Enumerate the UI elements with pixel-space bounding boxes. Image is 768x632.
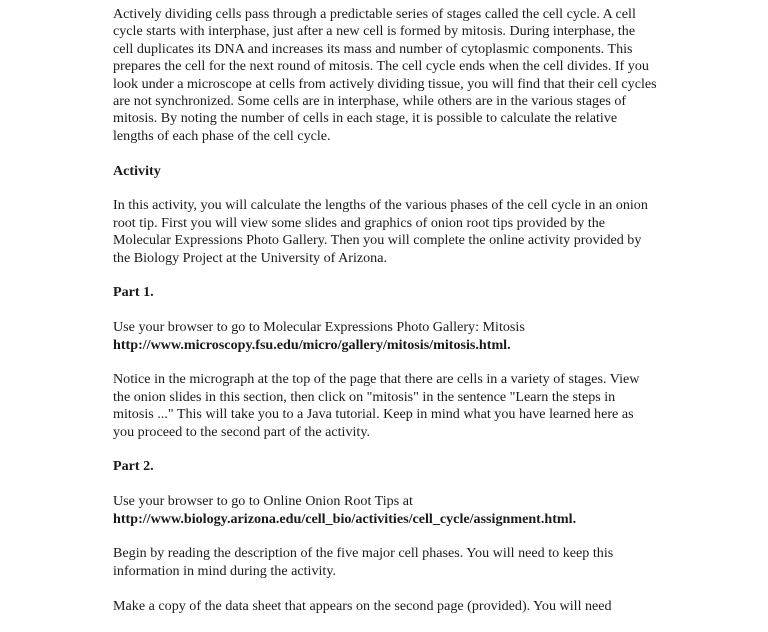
part2-instruction-block bbox=[113, 493, 658, 528]
part1-notice-paragraph: Notice in the micrograph at the top of the page that there are cells in a variety of stages. View the onion slides in this section, then click on "mitosis" in the sentence "Learn the steps in mitosis ..." This will take you to a Java tutorial. Keep in mind what you have learned here as you proceed to the second part of the activity. bbox=[113, 371, 640, 440]
part2-begin-paragraph: Begin by reading the description of the five major cell phases. You will need to keep this information in mind during the activity. bbox=[113, 545, 614, 579]
part2-heading: Part 2. bbox=[113, 458, 154, 475]
activity-heading: Activity bbox=[113, 162, 161, 179]
intro-paragraph: Actively dividing cells pass through a predictable series of stages called the cell cycle. A cell cycle starts with interphase, just after a new cell is formed by mitosis. During interphase, the cell duplicates its DNA and increases its mass and number of cytoplasmic components. This prepares the cell for the next round of mitosis. The cell cycle ends when the cell divides. If you look under a microscope at cells from actively dividing tissue, you will find that their cell cycles are not synchronized. Some cells are in interphase, while others are in the various stages of mitosis. By noting the number of cells in each stage, it is possible to calculate the relative lengths of each phase of the cell cycle. bbox=[113, 6, 657, 144]
part2-instruction: Use your browser to go to Online Onion Root Tips at bbox=[113, 493, 413, 510]
part1-instruction-block bbox=[113, 319, 658, 354]
part1-url-link[interactable]: http://www.microscopy.fsu.edu/micro/gallery/mitosis/mitosis.html. bbox=[113, 336, 511, 353]
activity-paragraph: In this activity, you will calculate the lengths of the various phases of the cell cycle in an onion root tip. First you will view some slides and graphics of onion root tips provided by the Molecular Expressions Photo Gallery. Then you will complete the online activity provided by the Biology Project at the University of Arizona. bbox=[113, 197, 648, 266]
part1-instruction: Use your browser to go to Molecular Expressions Photo Gallery: Mitosis bbox=[113, 319, 525, 336]
part2-url-link[interactable]: http://www.biology.arizona.edu/cell_bio/activities/cell_cycle/assignment.html. bbox=[113, 510, 577, 527]
part2-copy-paragraph: Make a copy of the data sheet that appears on the second page (provided). You will need bbox=[113, 597, 612, 614]
part1-heading: Part 1. bbox=[113, 284, 154, 301]
document-page bbox=[113, 6, 658, 632]
